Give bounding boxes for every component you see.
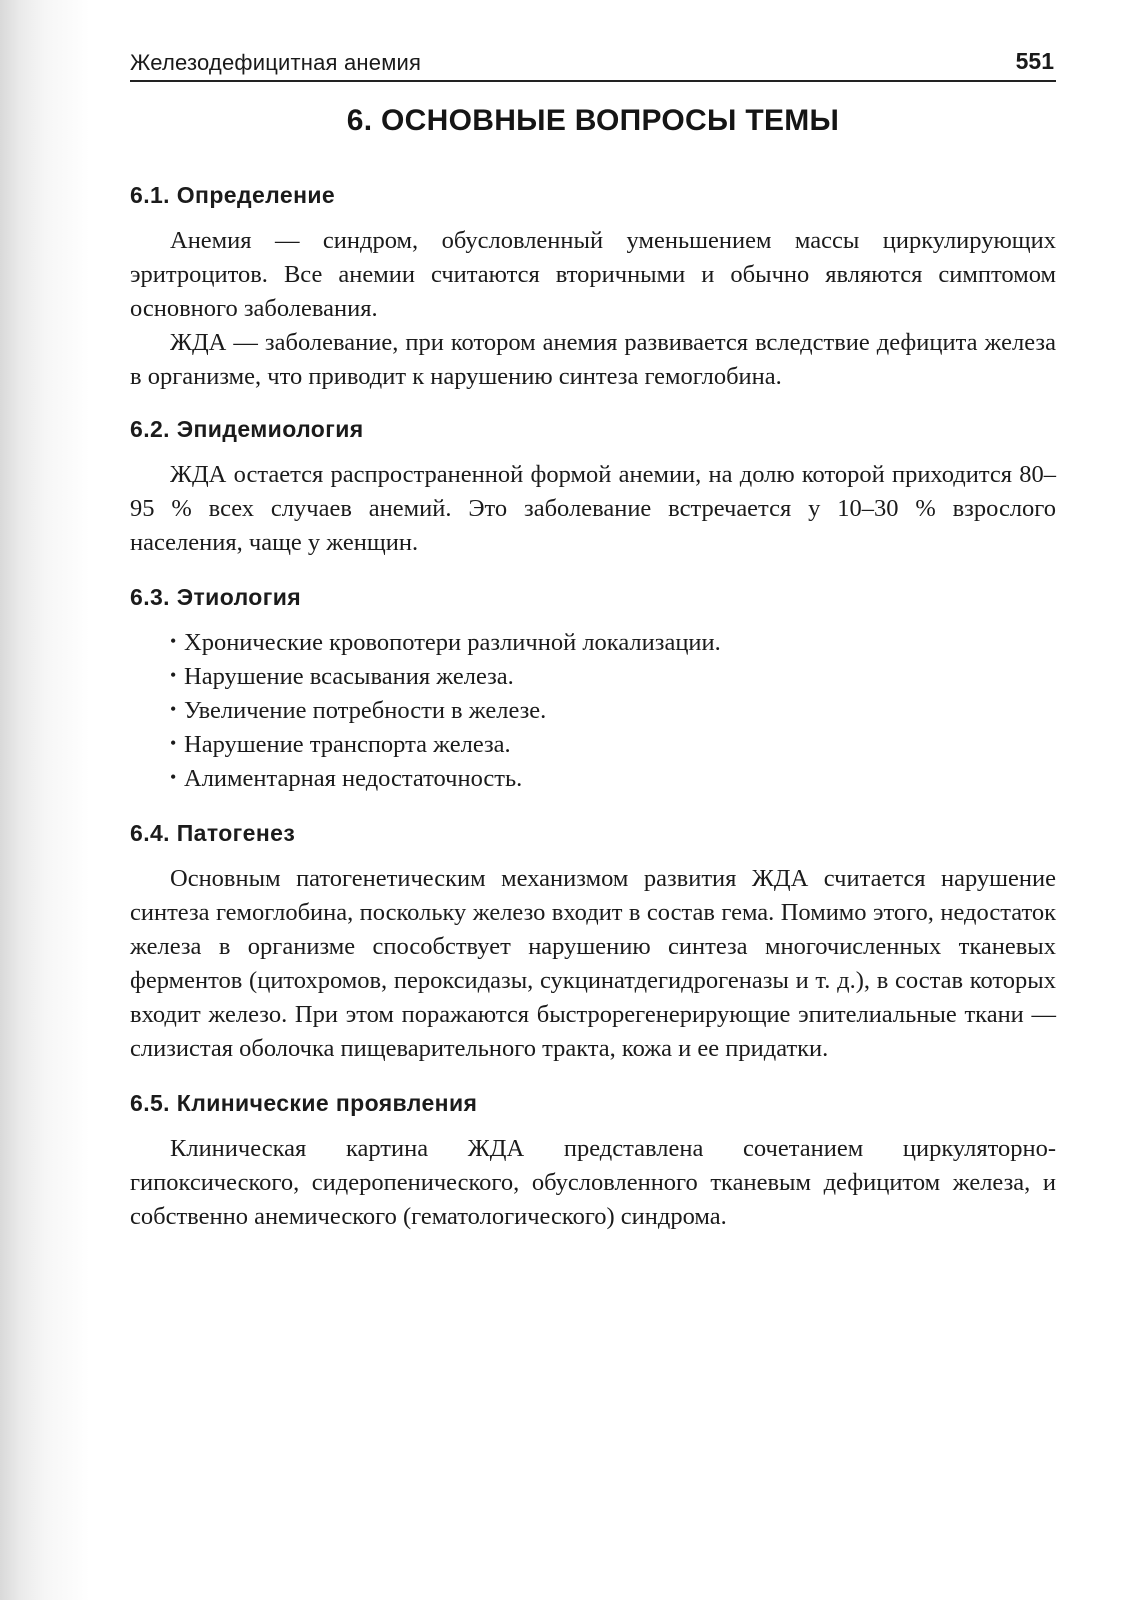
section-clinical [130,1088,1056,1234]
bullet-icon: • [170,631,177,651]
bullet-icon: • [170,767,177,787]
page-number: 551 [1015,48,1054,74]
running-header-title: Железодефицитная анемия [130,50,422,75]
chapter-title: 6. ОСНОВНЫЕ ВОПРОСЫ ТЕМЫ [346,104,840,137]
list-item [170,762,1056,796]
list-item [170,728,1056,762]
section-heading: 6.5. Клинические проявления [130,1090,478,1116]
paragraph: ЖДА остается распространенной формой анемии, на долю которой приходится 80–95 % всех случаев анемий. Это заболевание встречается у 10–30 % взрослого населения, чаще у женщин. [130,461,1056,556]
list-item [170,660,1056,694]
section-etiology [130,582,1056,796]
bullet-icon: • [170,665,177,685]
etiology-list [130,626,1056,796]
bullet-icon: • [170,699,177,719]
list-item-text: Нарушение всасывания железа. [184,663,514,690]
running-header [130,44,1056,82]
bullet-icon: • [170,733,177,753]
list-item-text: Хронические кровопотери различной локализации. [184,629,721,656]
paragraph: Клиническая картина ЖДА представлена сочетанием циркуляторно-гипоксического, сидеропенического, обусловленного тканевым дефицитом железа, и собственно анемического (гематологического) синдрома. [130,1135,1056,1230]
section-definition [130,180,1056,394]
section-heading: 6.2. Эпидемиология [130,416,364,442]
section-heading: 6.4. Патогенез [130,820,296,846]
paragraph: Анемия — синдром, обусловленный уменьшением массы циркулирующих эритроцитов. Все анемии считаются вторичными и обычно являются симптомом основного заболевания. [130,227,1056,322]
list-item-text: Алиментарная недостаточность. [184,765,523,792]
section-epidemiology [130,414,1056,560]
paragraph: ЖДА — заболевание, при котором анемия развивается вследствие дефицита железа в организме, что приводит к нарушению синтеза гемоглобина. [130,329,1056,390]
section-heading: 6.3. Этиология [130,584,302,610]
list-item-text: Увеличение потребности в железе. [184,697,547,724]
section-pathogenesis [130,818,1056,1066]
list-item [170,626,1056,660]
paragraph: Основным патогенетическим механизмом развития ЖДА считается нарушение синтеза гемоглобина, поскольку железо входит в состав гема. Помимо этого, недостаток железа в организме способствует нарушению синтеза многочисленных тканевых ферментов (цитохромов, пероксидазы, сукцинатдегидрогеназы и т. д.), в состав которых входит железо. При этом поражаются быстрорегенерирующие эпителиальные ткани — слизистая оболочка пищеварительного тракта, кожа и ее придатки. [130,865,1056,1062]
list-item-text: Нарушение транспорта железа. [184,731,511,758]
list-item [170,694,1056,728]
page-content [130,180,1056,1256]
section-heading: 6.1. Определение [130,182,336,208]
